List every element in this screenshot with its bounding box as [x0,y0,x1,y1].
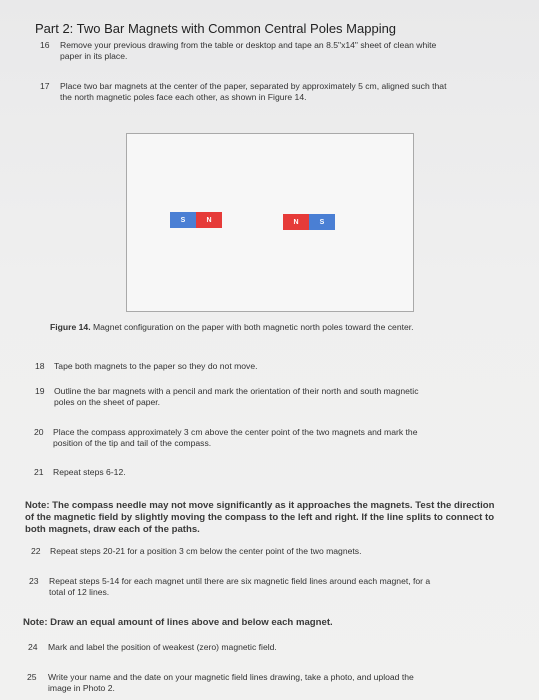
step-number: 25 [27,672,37,682]
figure-14-paper [126,133,414,312]
figure-caption [50,322,414,332]
step-text-line: Place two bar magnets at the center of the paper, separated by approximately 5 cm, aligned such that [60,81,447,91]
step-text-line: the north magnetic poles face each other, as shown in Figure 14. [60,92,307,102]
south-pole: S [170,212,196,228]
step-text-line: Place the compass approximately 3 cm above the center point of the two magnets and mark the [53,427,418,437]
step-24 [28,642,498,654]
step-text-line: poles on the sheet of paper. [54,397,161,407]
step-number: 24 [28,642,38,652]
note-equal-lines: Note: Draw an equal amount of lines above and below each magnet. [23,617,333,628]
step-number: 18 [35,361,45,371]
north-pole: N [283,214,309,230]
step-number: 22 [31,546,41,556]
section-title: Part 2: Two Bar Magnets with Common Central Poles Mapping [35,21,397,36]
step-number: 17 [40,81,50,91]
step-19 [35,386,505,410]
figure-caption-label: Figure 14. [50,322,91,332]
step-text-line: image in Photo 2. [48,683,115,693]
step-18 [35,361,505,373]
step-number: 23 [29,576,39,586]
north-pole: N [196,212,222,228]
step-text-line: Write your name and the date on your magnetic field lines drawing, take a photo, and upload the [48,672,414,682]
step-text-line: Outline the bar magnets with a pencil and mark the orientation of their north and south magnetic [54,386,419,396]
step-25 [27,672,497,696]
step-16 [40,40,510,64]
note-compass: Note: The compass needle may not move significantly as it approaches the magnets. Test the direction of the magnetic field by slightly moving the compass to the left and right. If the line splits to connect to both magnets, draw each of the paths. [25,500,495,535]
left-bar-magnet [170,212,222,228]
step-21 [34,467,504,479]
step-20 [34,427,504,451]
step-text-line: total of 12 lines. [49,587,110,597]
step-17 [40,81,510,105]
step-text-line: Mark and label the position of weakest (zero) magnetic field. [48,642,277,652]
step-text-line: Repeat steps 6-12. [53,467,126,477]
step-22 [31,546,501,558]
step-number: 21 [34,467,44,477]
step-text-line: Repeat steps 5-14 for each magnet until there are six magnetic field lines around each magnet, for a [49,576,431,586]
figure-caption-text: Magnet configuration on the paper with both magnetic north poles toward the center. [90,322,414,332]
step-text-line: position of the tip and tail of the compass. [53,438,212,448]
step-number: 16 [40,40,50,50]
step-text-line: Repeat steps 20-21 for a position 3 cm below the center point of the two magnets. [50,546,362,556]
step-number: 20 [34,427,44,437]
step-text-line: paper in its place. [60,51,128,61]
step-text-line: Remove your previous drawing from the table or desktop and tape an 8.5"x14" sheet of clean white [60,40,437,50]
step-number: 19 [35,386,45,396]
step-23 [29,576,499,600]
right-bar-magnet [283,214,335,230]
step-text-line: Tape both magnets to the paper so they do not move. [54,361,258,371]
south-pole: S [309,214,335,230]
